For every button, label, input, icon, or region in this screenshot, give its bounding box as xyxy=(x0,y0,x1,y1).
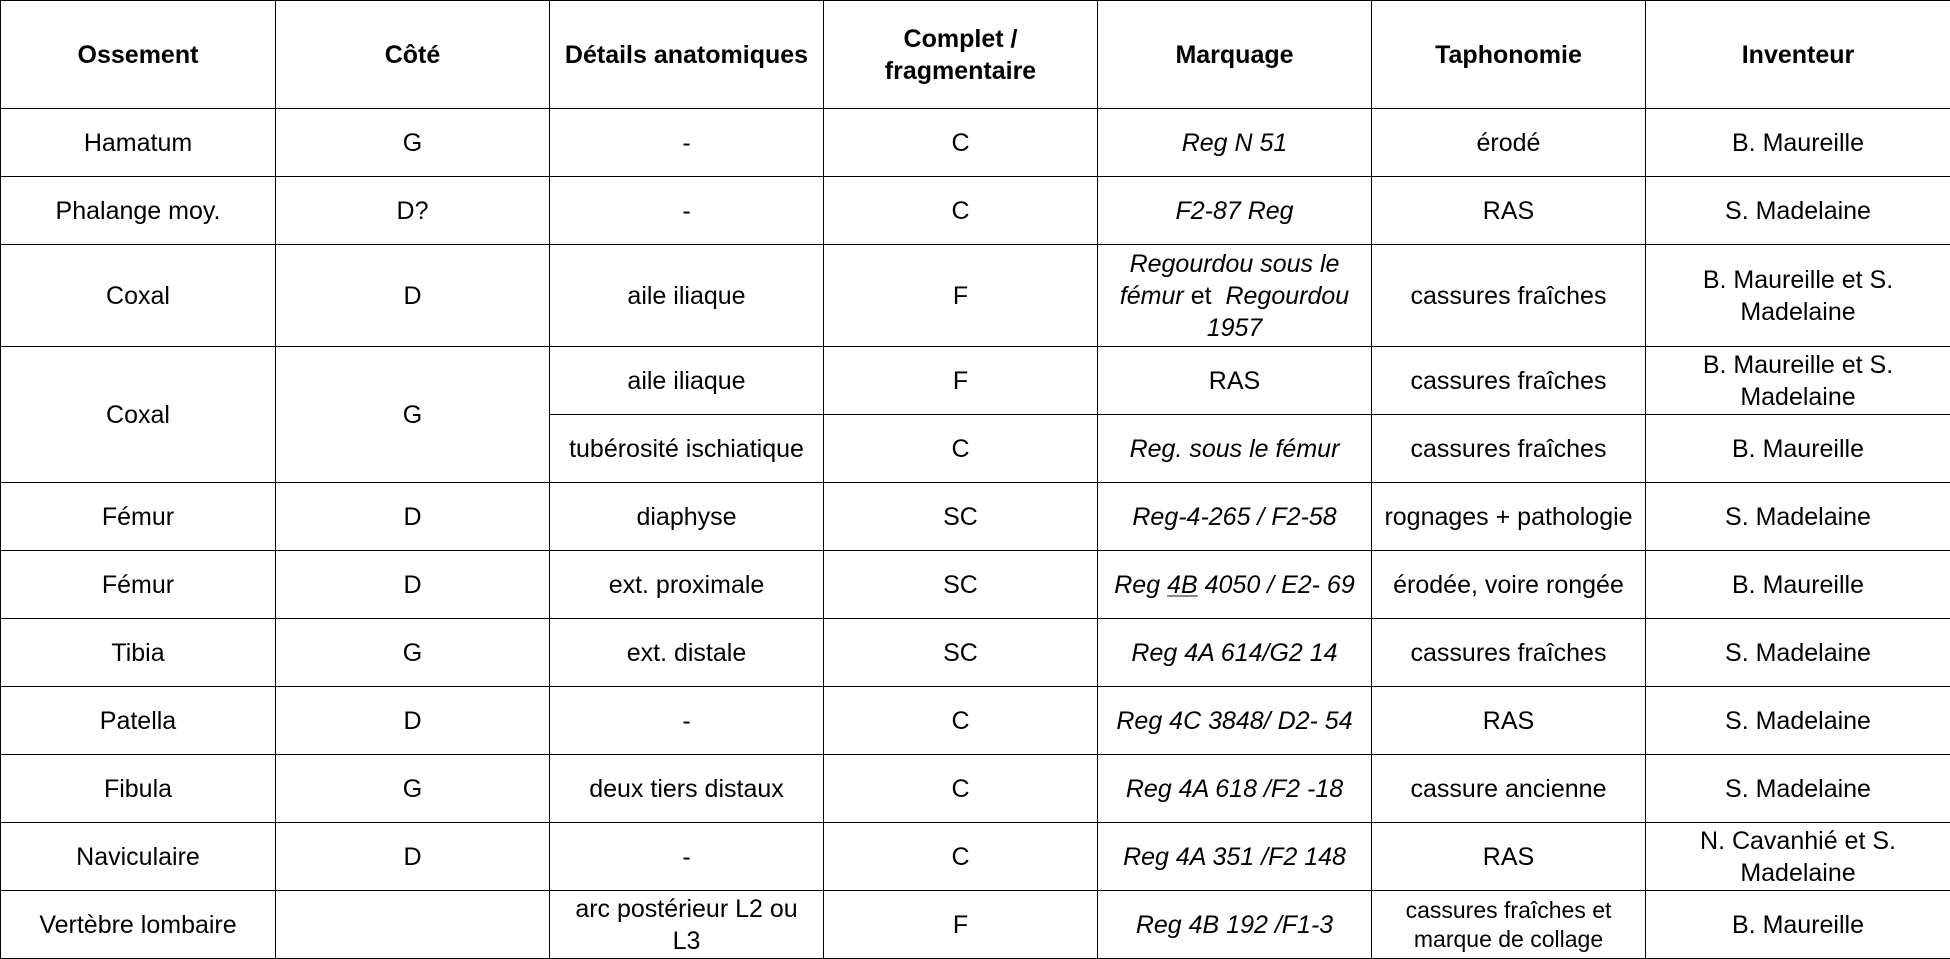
cell-taphonomie: cassure ancienne xyxy=(1372,755,1646,823)
cell-inventeur: B. Maureille xyxy=(1646,551,1950,619)
cell-taphonomie: rognages + pathologie xyxy=(1372,483,1646,551)
cell-details: aile iliaque xyxy=(550,347,824,415)
cell-ossement: Naviculaire xyxy=(1,823,276,891)
table-row xyxy=(1,347,1950,415)
header-marquage: Marquage xyxy=(1098,1,1372,109)
header-details: Détails anatomiques xyxy=(550,1,824,109)
cell-ossement: Fibula xyxy=(1,755,276,823)
table-row xyxy=(1,245,1950,347)
cell-inventeur: S. Madelaine xyxy=(1646,687,1950,755)
cell-marquage xyxy=(1098,551,1372,619)
cell-complet: C xyxy=(824,823,1098,891)
cell-marquage: Reg. sous le fémur xyxy=(1098,415,1372,483)
cell-taphonomie: RAS xyxy=(1372,823,1646,891)
cell-marquage: Reg 4B 192 /F1-3 xyxy=(1098,891,1372,959)
cell-ossement: Coxal xyxy=(1,347,276,483)
table-row xyxy=(1,109,1950,177)
marquage-part-b: 4B xyxy=(1167,571,1198,599)
cell-marquage: Reg 4A 618 /F2 -18 xyxy=(1098,755,1372,823)
cell-cote: D? xyxy=(276,177,550,245)
cell-complet: C xyxy=(824,109,1098,177)
cell-taphonomie: érodé xyxy=(1372,109,1646,177)
marquage-part-a: Reg xyxy=(1114,571,1160,599)
cell-marquage: Reg N 51 xyxy=(1098,109,1372,177)
header-complet xyxy=(824,1,1098,109)
cell-details: - xyxy=(550,109,824,177)
cell-ossement: Patella xyxy=(1,687,276,755)
cell-cote: D xyxy=(276,551,550,619)
cell-complet: C xyxy=(824,687,1098,755)
table-row xyxy=(1,551,1950,619)
cell-complet: F xyxy=(824,891,1098,959)
header-complet-line1: Complet / xyxy=(904,25,1018,53)
cell-cote: D xyxy=(276,823,550,891)
cell-complet: C xyxy=(824,755,1098,823)
header-taphonomie: Taphonomie xyxy=(1372,1,1646,109)
cell-taphonomie: cassures fraîches xyxy=(1372,619,1646,687)
cell-cote xyxy=(276,891,550,959)
header-complet-line2: fragmentaire xyxy=(885,57,1036,85)
cell-taphonomie: cassures fraîches xyxy=(1372,347,1646,415)
cell-ossement: Coxal xyxy=(1,245,276,347)
cell-cote: D xyxy=(276,687,550,755)
cell-complet: C xyxy=(824,415,1098,483)
cell-inventeur: S. Madelaine xyxy=(1646,755,1950,823)
cell-details: arc postérieur L2 ou L3 xyxy=(550,891,824,959)
header-ossement: Ossement xyxy=(1,1,276,109)
cell-inventeur: N. Cavanhié et S. Madelaine xyxy=(1646,823,1950,891)
cell-details: diaphyse xyxy=(550,483,824,551)
cell-inventeur: B. Maureille xyxy=(1646,109,1950,177)
cell-taphonomie: cassures fraîches xyxy=(1372,415,1646,483)
cell-details: aile iliaque xyxy=(550,245,824,347)
cell-inventeur: S. Madelaine xyxy=(1646,483,1950,551)
cell-complet: F xyxy=(824,245,1098,347)
cell-details: ext. distale xyxy=(550,619,824,687)
cell-marquage: Reg 4C 3848/ D2- 54 xyxy=(1098,687,1372,755)
cell-ossement: Hamatum xyxy=(1,109,276,177)
cell-ossement: Fémur xyxy=(1,483,276,551)
header-cote: Côté xyxy=(276,1,550,109)
cell-cote: D xyxy=(276,483,550,551)
cell-complet: SC xyxy=(824,483,1098,551)
cell-marquage: Reg 4A 351 /F2 148 xyxy=(1098,823,1372,891)
cell-complet: SC xyxy=(824,619,1098,687)
marquage-part-c: 4050 / E2- 69 xyxy=(1205,571,1355,599)
cell-complet: SC xyxy=(824,551,1098,619)
header-inventeur: Inventeur xyxy=(1646,1,1950,109)
cell-ossement: Phalange moy. xyxy=(1,177,276,245)
table-row xyxy=(1,483,1950,551)
marquage-part-b: et xyxy=(1191,282,1212,310)
cell-marquage xyxy=(1098,245,1372,347)
cell-ossement: Tibia xyxy=(1,619,276,687)
cell-inventeur: S. Madelaine xyxy=(1646,177,1950,245)
cell-inventeur: S. Madelaine xyxy=(1646,619,1950,687)
table-row xyxy=(1,755,1950,823)
cell-ossement: Vertèbre lombaire xyxy=(1,891,276,959)
table-row xyxy=(1,823,1950,891)
cell-cote: D xyxy=(276,245,550,347)
cell-taphonomie: RAS xyxy=(1372,177,1646,245)
cell-cote: G xyxy=(276,347,550,483)
cell-marquage: Reg-4-265 / F2-58 xyxy=(1098,483,1372,551)
cell-taphonomie: cassures fraîches xyxy=(1372,245,1646,347)
cell-details: - xyxy=(550,177,824,245)
table-row xyxy=(1,891,1950,959)
cell-cote: G xyxy=(276,109,550,177)
cell-inventeur: B. Maureille xyxy=(1646,891,1950,959)
cell-complet: C xyxy=(824,177,1098,245)
cell-details: deux tiers distaux xyxy=(550,755,824,823)
cell-details: - xyxy=(550,823,824,891)
header-row xyxy=(1,1,1950,109)
cell-ossement: Fémur xyxy=(1,551,276,619)
cell-taphonomie: cassures fraîches et marque de collage xyxy=(1372,891,1646,959)
cell-marquage: RAS xyxy=(1098,347,1372,415)
marquage-part-c: Regourdou 1957 xyxy=(1207,282,1349,342)
cell-marquage: Reg 4A 614/G2 14 xyxy=(1098,619,1372,687)
cell-inventeur: B. Maureille xyxy=(1646,415,1950,483)
cell-inventeur: B. Maureille et S. Madelaine xyxy=(1646,347,1950,415)
cell-details: tubérosité ischiatique xyxy=(550,415,824,483)
cell-taphonomie: RAS xyxy=(1372,687,1646,755)
marquage-part-a: Regourdou sous le fémur xyxy=(1120,250,1340,310)
cell-details: ext. proximale xyxy=(550,551,824,619)
cell-inventeur: B. Maureille et S. Madelaine xyxy=(1646,245,1950,347)
cell-taphonomie: érodée, voire rongée xyxy=(1372,551,1646,619)
cell-cote: G xyxy=(276,619,550,687)
table-row xyxy=(1,687,1950,755)
cell-details: - xyxy=(550,687,824,755)
table-row xyxy=(1,619,1950,687)
table-row xyxy=(1,177,1950,245)
cell-cote: G xyxy=(276,755,550,823)
cell-marquage: F2-87 Reg xyxy=(1098,177,1372,245)
cell-complet: F xyxy=(824,347,1098,415)
